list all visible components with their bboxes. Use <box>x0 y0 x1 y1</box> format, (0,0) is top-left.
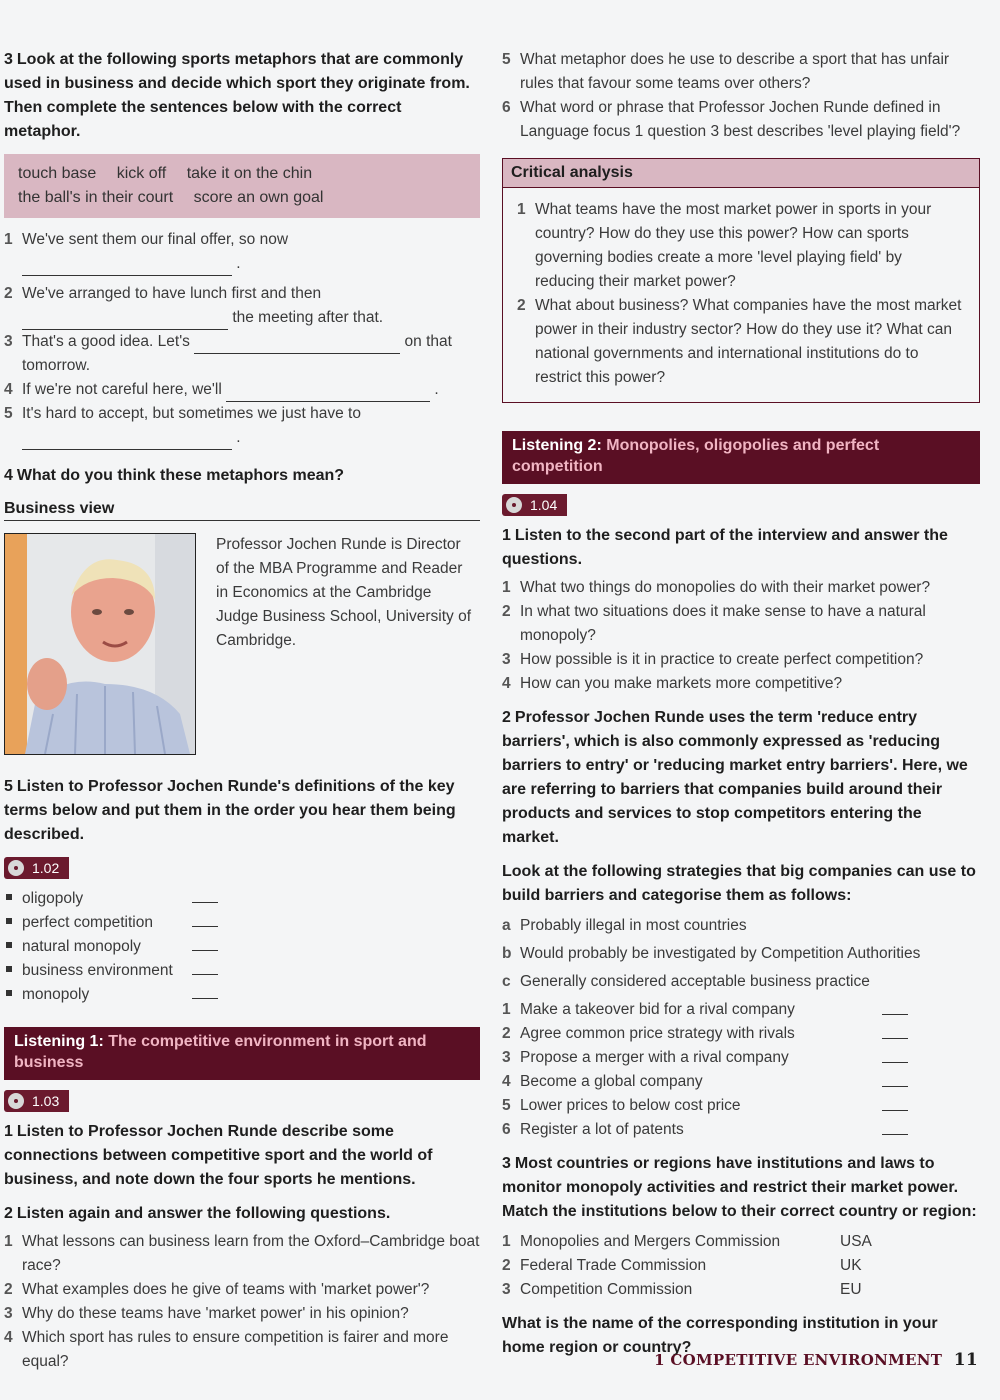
question-item: 5 What metaphor does he use to describe a sport that has unfair rules that favour some teams over others? <box>502 51 950 92</box>
sentence-item: 5 It's hard to accept, but sometimes we just have to . <box>4 402 480 450</box>
answer-blank[interactable] <box>882 1046 908 1063</box>
category-item: a Probably illegal in most countries <box>502 917 747 934</box>
answer-blank[interactable] <box>882 1094 908 1111</box>
audio-track-1-02[interactable]: 1.02 <box>4 857 69 879</box>
answer-blank[interactable] <box>192 926 218 927</box>
question-item: 2 What about business? What companies have the most market power in their industry sector? How do they use it? What can national governments and international institutions do to restrict this power? <box>517 297 962 386</box>
word-option: the ball's in their court <box>18 189 174 206</box>
question-item: 3 How possible is it in practice to create perfect competition? <box>502 651 924 668</box>
audio-track-1-04[interactable]: 1.04 <box>502 494 567 516</box>
sentence-item: 2 We've arranged to have lunch first and then the meeting after that. <box>4 282 480 330</box>
key-term-item: business environment <box>4 959 480 983</box>
right-column <box>502 48 980 1360</box>
question-item: 2 What examples does he give of teams with 'market power'? <box>4 1281 430 1298</box>
exercise-4-instructions: 4 What do you think these metaphors mean? <box>4 467 345 484</box>
strategies-list <box>502 998 980 1142</box>
professor-portrait-icon <box>5 534 195 754</box>
answer-blank[interactable] <box>22 311 228 330</box>
answer-blank[interactable] <box>882 998 908 1015</box>
listening-2-questions <box>502 576 980 696</box>
answer-blank[interactable] <box>226 383 430 402</box>
sentence-item: 1 We've sent them our final offer, so now . <box>4 228 480 276</box>
professor-bio: Professor Jochen Runde is Director of the MBA Programme and Reader in Economics at the Cambridge Judge Business School, University of Cambridge. <box>216 536 472 649</box>
answer-blank[interactable] <box>22 431 232 450</box>
critical-analysis-title: Critical analysis <box>503 159 979 188</box>
answer-blank[interactable] <box>192 950 218 951</box>
critical-analysis-questions <box>503 188 979 402</box>
question-item: 4 Which sport has rules to ensure competition is fairer and more equal? <box>4 1329 449 1370</box>
question-item: 4 How can you make markets more competitive? <box>502 675 843 692</box>
question-item: 1 What teams have the most market power in sports in your country? How do they use this power? How can sports governing bodies create a more 'level playing field' by reducing their market power? <box>517 201 932 290</box>
answer-blank[interactable] <box>882 1022 908 1039</box>
question-item: 1 What lessons can business learn from the Oxford–Cambridge boat race? <box>4 1233 480 1274</box>
key-term-item: monopoly <box>4 983 480 1007</box>
listening-1-questions <box>4 1230 480 1374</box>
barrier-categories <box>502 912 980 996</box>
left-column <box>4 48 480 1374</box>
answer-blank[interactable] <box>192 974 218 975</box>
business-view-title: Business view <box>4 500 480 521</box>
institutions-list <box>502 1230 980 1302</box>
answer-blank[interactable] <box>194 335 400 354</box>
listening-1-question-2: 2 Listen again and answer the following questions. <box>4 1205 391 1222</box>
exercise-5-instructions: 5 Listen to Professor Jochen Runde's definitions of the key terms below and put them in the order you hear them being described. <box>4 778 456 843</box>
cd-icon <box>8 860 24 876</box>
category-item: c Generally considered acceptable business practice <box>502 973 870 990</box>
final-question: What is the name of the corresponding institution in your home region or country? <box>502 1315 938 1356</box>
metaphor-word-box <box>4 154 480 218</box>
strategies-instructions: Look at the following strategies that big companies can use to build barriers and categorise them as follows: <box>502 863 976 904</box>
key-term-item: oligopoly <box>4 887 480 911</box>
key-term-item: natural monopoly <box>4 935 480 959</box>
key-term-item: perfect competition <box>4 911 480 935</box>
answer-blank[interactable] <box>882 1118 908 1135</box>
strategy-item: 2 Agree common price strategy with rivals <box>502 1022 980 1046</box>
word-option: touch base <box>18 165 97 182</box>
answer-blank[interactable] <box>192 998 218 999</box>
answer-blank[interactable] <box>882 1070 908 1087</box>
listening-1-question-1: 1 Listen to Professor Jochen Runde describe some connections between competitive sport and the world of business, and note down the four sports he mentions. <box>4 1123 433 1188</box>
answer-blank[interactable] <box>22 257 232 276</box>
page-number: 11 <box>953 1350 978 1370</box>
continued-questions <box>502 48 980 144</box>
strategy-item: 3 Propose a merger with a rival company <box>502 1046 980 1070</box>
audio-track-1-03[interactable]: 1.03 <box>4 1090 69 1112</box>
listening-2-question-2: 2 Professor Jochen Runde uses the term 'reduce entry barriers', which is also commonly expressed as 'reducing barriers to entry' or 'reducing market entry barriers'. Here, we are referring to barriers that companies build around their products and services to stop competitors entering the market. <box>502 709 968 846</box>
strategy-item: 5 Lower prices to below cost price <box>502 1094 980 1118</box>
exercise-3-instructions: 3 Look at the following sports metaphors that are commonly used in business and decide which sport they originate from. Then complete the sentences below with the correct metaphor. <box>4 51 470 140</box>
cd-icon <box>506 497 522 513</box>
question-item: 2 In what two situations does it make sense to have a natural monopoly? <box>502 603 926 644</box>
listening-2-question-3: 3 Most countries or regions have institutions and laws to monitor monopoly activities and restrict their market power. Match the institutions below to their correct country or region: <box>502 1155 977 1220</box>
exercise-3-sentences <box>4 228 480 450</box>
strategy-item: 1 Make a takeover bid for a rival company <box>502 998 980 1022</box>
word-option: score an own goal <box>193 189 324 206</box>
cd-icon <box>8 1093 24 1109</box>
critical-analysis-box <box>502 158 980 403</box>
sentence-item: 3 That's a good idea. Let's on that tomorrow. <box>4 333 452 374</box>
listening-2-question-1: 1 Listen to the second part of the interview and answer the questions. <box>502 527 948 568</box>
professor-photo <box>4 533 196 755</box>
question-item: 1 What two things do monopolies do with their market power? <box>502 579 931 596</box>
strategy-item: 6 Register a lot of patents <box>502 1118 980 1142</box>
category-item: b Would probably be investigated by Competition Authorities <box>502 945 921 962</box>
institution-item: 2 Federal Trade Commission UK <box>502 1257 862 1274</box>
institution-item: 1 Monopolies and Mergers Commission USA <box>502 1233 872 1250</box>
strategy-item: 4 Become a global company <box>502 1070 980 1094</box>
answer-blank[interactable] <box>192 902 218 903</box>
question-item: 6 What word or phrase that Professor Jochen Runde defined in Language focus 1 question 3 best describes 'level playing field'? <box>502 99 961 140</box>
key-terms-list <box>4 887 480 1007</box>
word-option: kick off <box>116 165 167 182</box>
listening-1-header: Listening 1: The competitive environment in sport and business <box>4 1027 480 1080</box>
word-option: take it on the chin <box>186 165 313 182</box>
business-view <box>4 533 480 755</box>
sentence-item: 4 If we're not careful here, we'll . <box>4 378 480 402</box>
listening-2-header: Listening 2: Monopolies, oligopolies and perfect competition <box>502 431 980 484</box>
institution-item: 3 Competition Commission EU <box>502 1281 862 1298</box>
page-footer: 1 COMPETITIVE ENVIRONMENT 11 <box>654 1350 978 1370</box>
question-item: 3 Why do these teams have 'market power' in his opinion? <box>4 1305 409 1322</box>
